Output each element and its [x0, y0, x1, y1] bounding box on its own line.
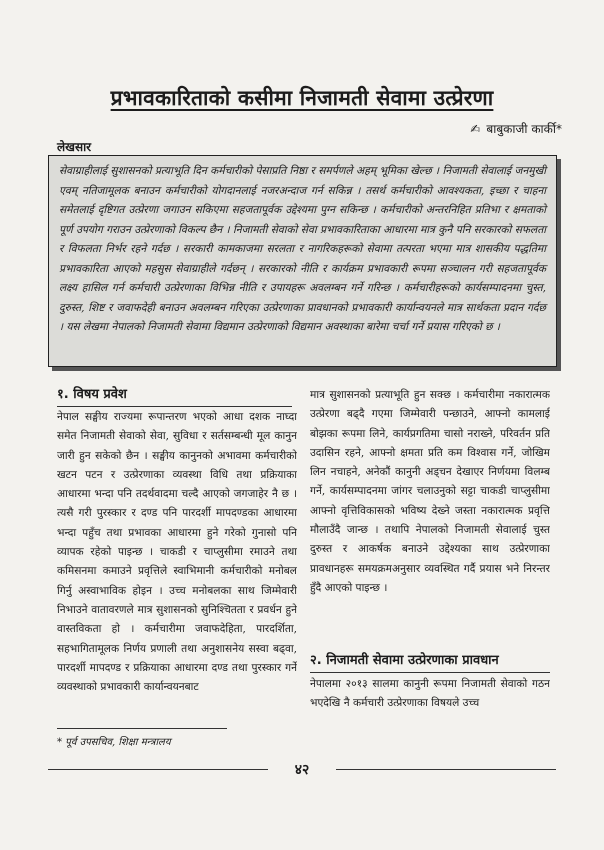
section-heading-1-text: १. विषय प्रवेश [57, 387, 127, 402]
pen-icon: ✍ [470, 122, 481, 136]
left-column-text: नेपाल सङ्घीय राज्यमा रूपान्तरण भएको आधा दशक नाघ्दा समेत निजामती सेवाको सेवा, सुविधा र सर्तसम्बन्धी मूल कानुन जारी हुन सकेको छैन । सङ्घीय कानुनको अभावमा कर्मचारीको खटन पटन र उत्प्रेरणाका व्यवस्था विधि तथा प्रक्रियाका आधारमा भन्दा पनि तदर्थवादमा चल्दै आएको जगजाहेर नै छ । त्यसै गरी पुरस्कार र दण्ड पनि पारदर्शी मापदण्डका आधारमा भन्दा पहुँच तथा प्रभावका आधारमा हुने गरेको गुनासो पनि व्यापक रहेको पाइन्छ । चाकडी र चाप्लुसीमा रमाउने तथा कमिसनमा कमाउने प्रवृत्तिले स्वाभिमानी कर्मचारीको मनोबल गिर्नु अस्वाभाविक होइन । उच्च मनोबलका साथ जिम्मेवारी निभाउने वातावरणले मात्र सुशासनको सुनिश्चितता र प्रवर्धन हुने वास्तविकता हो । कर्मचारीमा जवाफदेहिता, पारदर्शिता, सहभागितामूलक निर्णय प्रणाली तथा अनुशासनेय सस्वा बढ्वा, पारदर्शी मापदण्ड र प्रक्रियाका आधारमा दण्ड तथा पुरस्कार गर्ने व्यवस्थाको प्रभावकारी कार्यान्वयनबाट [57, 411, 297, 694]
author-line [470, 120, 562, 137]
footer-rule-right [336, 769, 556, 770]
article-title: प्रभावकारिताको कसीमा निजामती सेवामा उत्प्रेरणा [110, 86, 494, 110]
right-column [310, 386, 550, 642]
section-heading-2-text: २. निजामती सेवामा उत्प्रेरणाका प्रावधान [310, 653, 499, 668]
right-column-2-text: नेपालमा २०१३ सालमा कानुनी रूपमा निजामती सेवाको गठन भएदेखि नै कर्मचारी उत्प्रेरणाका विषयले उच्च [310, 678, 550, 710]
abstract-label: लेखसार [57, 140, 92, 154]
abstract-text: सेवाग्राहीलाई सुशासनको प्रत्याभूति दिन कर्मचारीको पेसाप्रति निष्ठा र समर्पणले अहम् भूमिका खेल्छ । निजामती सेवालाई जनमुखी एवम् नतिजामूलक बनाउन कर्मचारीको योगदानलाई नजरअन्दाज गर्न सकिन्न । तसर्थ कर्मचारीको आवश्यकता, इच्छा र चाहना समेतलाई दृष्टिगत उत्प्रेरणा जगाउन सकिएमा सहजतापूर्वक उद्देश्यमा पुग्न सकिन्छ । कर्मचारीको अन्तरनिहित प्रतिभा र क्षमताको पूर्ण उपयोग गराउन उत्प्रेरणाको विकल्प छैन । निजामती सेवाको सेवा प्रभावकारिताका आधारमा मात्र कुनै पनि सरकारको सफलता र विफलता निर्भर रहने गर्दछ । सरकारी कामकाजमा सरलता र नागरिकहरूको सेवामा तत्परता भएमा मात्र शासकीय पद्धतिमा प्रभावकारिता आएको महसुस सेवाग्राहीले गर्दछन् । सरकारको नीति र कार्यक्रम प्रभावकारी रूपमा सञ्चालन गरी सहजतापूर्वक लक्ष्य हासिल गर्न कर्मचारी उत्प्रेरणाका विभिन्न नीति र उपायहरू अवलम्बन गर्ने गरिन्छ । कर्मचारीहरूको कार्यसम्पादनमा चुस्त, दुरुस्त, शिष्ट र जवाफदेही बनाउन अवलम्बन गरिएका उत्प्रेरणाका प्रावधानको प्रभावकारी कार्यान्वयनले मात्र सार्थकता प्रदान गर्दछ । यस लेखमा नेपालको निजामती सेवामा विद्यमान उत्प्रेरणाको विद्यमान अवस्थाका बारेमा चर्चा गर्ने प्रयास गरिएको छ । [59, 165, 546, 333]
section-heading-2 [310, 650, 550, 673]
right-column-text: मात्र सुशासनको प्रत्याभूति हुन सक्छ । कर्मचारीमा नकारात्मक उत्प्रेरणा बढ्दै गएमा जिम्मेवारी पन्छाउने, आफ्नो कामलाई बोझका रूपमा लिने, कार्यप्रगतिमा चासो नराख्ने, परिवर्तन प्रति उदासिन रहने, आफ्नो क्षमता प्रति कम विश्वास गर्ने, जोखिम लिन नचाहने, अनेकौं कानुनी अड्चन देखाएर निर्णयमा विलम्ब गर्ने, कार्यसम्पादनमा जांगर चलाउनुको सट्टा चाकडी चाप्लुसीमा आफ्नो वृत्तिविकासको भविष्य देख्ने जस्ता नकारात्मक प्रवृत्ति मौलाउँदै जान्छ । तथापि नेपालको निजामती सेवालाई चुस्त दुरुस्त र आकर्षक बनाउने उद्देश्यका साथ उत्प्रेरणाका प्रावधानहरू समयक्रमअनुसार व्यवस्थित गर्दै प्रयास भने निरन्तर हुँदै आएको पाइन्छ । [310, 389, 550, 594]
footnote: * पूर्व उपसचिव, शिक्षा मन्त्रालय [57, 737, 171, 748]
section-heading-1 [57, 384, 292, 407]
section-heading-1-rule [57, 406, 292, 407]
page-number: ४२ [294, 762, 310, 778]
right-column-2 [310, 675, 550, 717]
section-heading-2-rule [310, 672, 550, 673]
page-footer [48, 762, 556, 776]
author-name: बाबुकाजी कार्की* [486, 122, 562, 136]
left-column [57, 408, 297, 718]
footnote-divider [57, 728, 227, 729]
abstract-box [48, 155, 557, 367]
